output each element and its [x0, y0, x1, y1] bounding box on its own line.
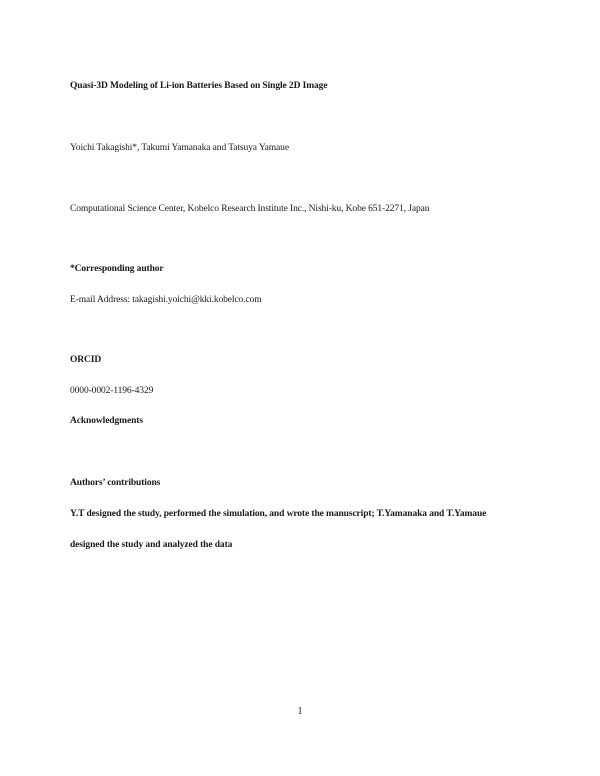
contributions-line-1: Y.T designed the study, performed the simulation, and wrote the manuscript; T.Yamanaka and T.Yamaue — [70, 509, 487, 519]
corresponding-author-heading: *Corresponding author — [70, 264, 164, 274]
contributions-heading: Authors’ contributions — [70, 478, 161, 488]
author-list: Yoichi Takagishi*, Takumi Yamanaka and Tatsuya Yamaue — [70, 143, 289, 153]
page-number: 1 — [297, 706, 303, 717]
orcid-value: 0000-0002-1196-4329 — [70, 386, 154, 396]
affiliation: Computational Science Center, Kobelco Research Institute Inc., Nishi-ku, Kobe 651-2271, Japan — [70, 204, 430, 214]
email-address: E-mail Address: takagishi.yoichi@kki.kobelco.com — [70, 295, 262, 305]
paper-title: Quasi-3D Modeling of Li-ion Batteries Based on Single 2D Image — [70, 81, 328, 91]
contributions-line-2: designed the study and analyzed the data — [70, 540, 233, 550]
acknowledgments-heading: Acknowledgments — [70, 416, 143, 426]
orcid-heading: ORCID — [70, 355, 102, 365]
